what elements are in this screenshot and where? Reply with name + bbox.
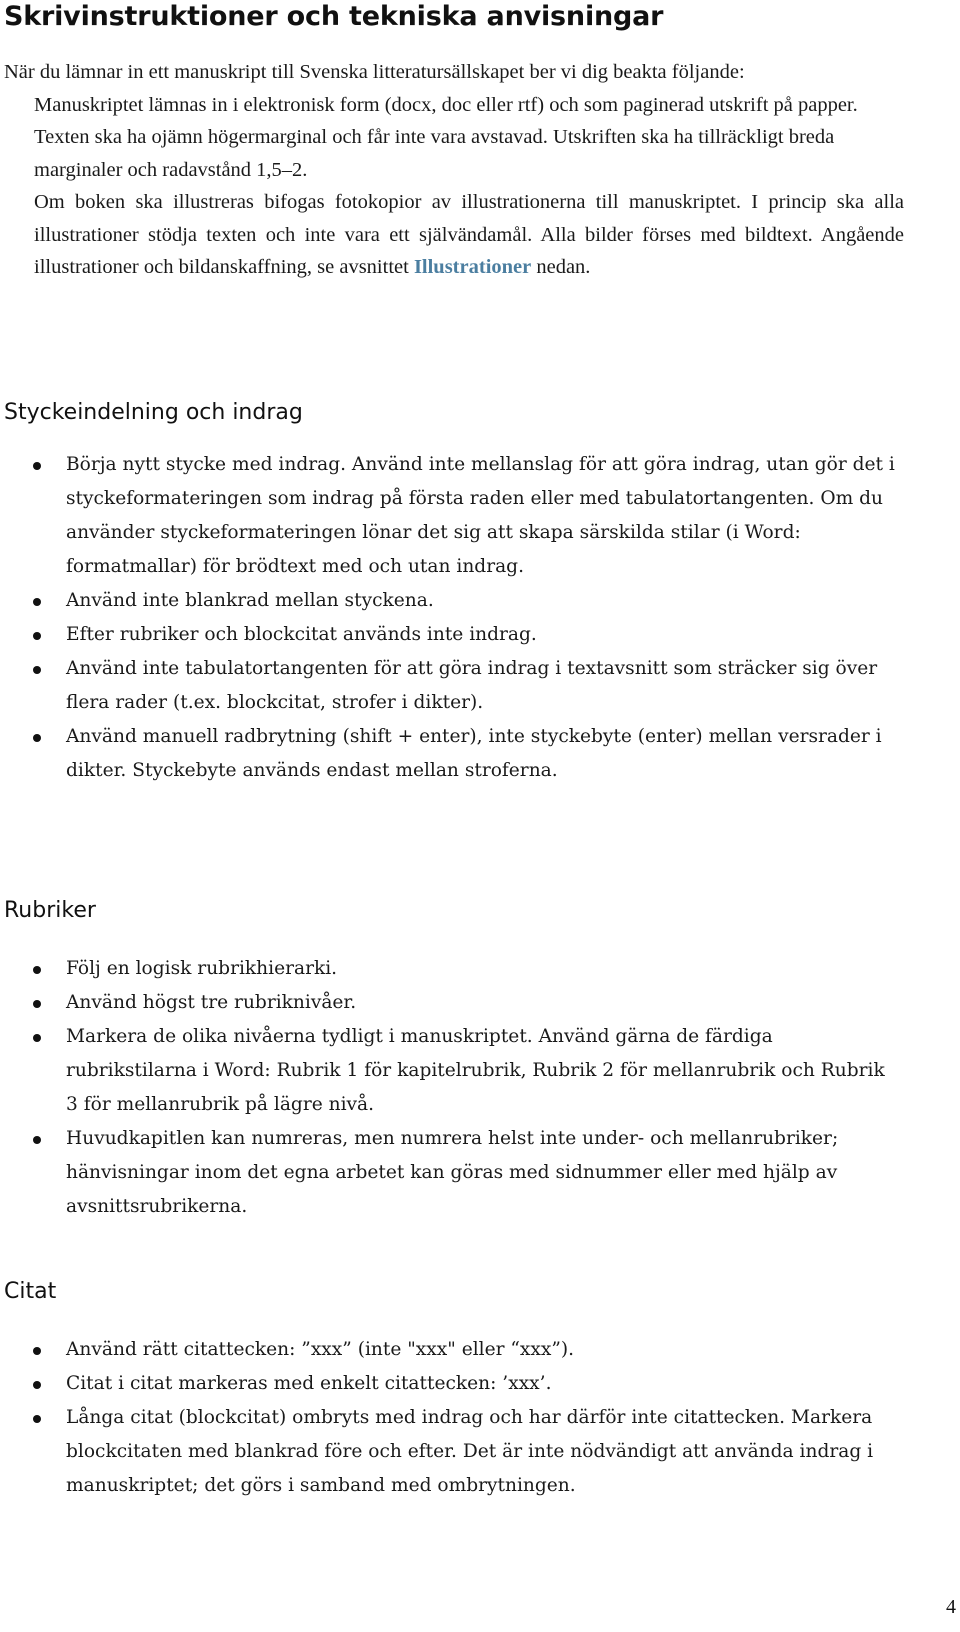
bullet-icon (33, 1347, 41, 1355)
section-heading-styckeindelning: Styckeindelning och indrag (4, 400, 303, 425)
bullet-icon (33, 1000, 41, 1008)
bullet-icon (33, 1381, 41, 1389)
list-item (0, 618, 900, 652)
list-item-text: Följ en logisk rubrikhierarki. (66, 958, 338, 979)
list-item (0, 952, 900, 986)
list-item-text: Långa citat (blockcitat) ombryts med indrag och har därför inte citattecken. Markera blockcitaten med blankrad före och efter. Det är inte nödvändigt att använda indrag i manuskriptet; det görs i samband med ombrytningen. (66, 1407, 874, 1496)
list-item (0, 720, 900, 788)
list-item-text: Använd manuell radbrytning (shift + enter), inte styckebyte (enter) mellan versrader i dikter. Styckebyte används endast mellan stroferna. (66, 726, 882, 781)
bullet-list-styckeindelning (0, 448, 900, 788)
intro-paragraph-text: Om boken ska illustreras bifogas fotokopior av illustrationerna till manuskriptet. I princip ska alla illustrationer stödja texten och inte vara ett självändamål. Alla bilder förses med bildtext. Angående illustrationer och bildanskaffning, se avsnittet (34, 191, 904, 278)
intro-line: När du lämnar in ett manuskript till Svenska litteratursällskapet ber vi dig beakta följande: (4, 61, 745, 83)
list-item-text: Använd inte tabulatortangenten för att göra indrag i textavsnitt som sträcker sig över flera rader (t.ex. blockcitat, strofer i dikter). (66, 658, 878, 713)
section-heading-citat: Citat (4, 1279, 57, 1304)
bullet-icon (33, 632, 41, 640)
bullet-icon (33, 462, 41, 470)
list-item-text: Använd rätt citattecken: ”xxx” (inte "xxx" eller “xxx”). (66, 1339, 575, 1360)
list-item (0, 448, 900, 584)
bullet-icon (33, 734, 41, 742)
list-item (0, 1367, 900, 1401)
list-item (0, 1020, 900, 1122)
list-item-text: Börja nytt stycke med indrag. Använd inte mellanslag för att göra indrag, utan gör det i styckeformateringen som indrag på första raden eller med tabulatortangenten. Om du använder styckeformateringen lönar det sig att skapa särskilda stilar (i Word: formatmallar) för brödtext med och utan indrag. (66, 454, 895, 577)
bullet-icon (33, 598, 41, 606)
bullet-icon (33, 966, 41, 974)
list-item-text: Efter rubriker och blockcitat används inte indrag. (66, 624, 537, 645)
illustrations-link[interactable]: Illustrationer (413, 256, 532, 278)
bullet-list-rubriker (0, 952, 900, 1224)
list-item-text: Markera de olika nivåerna tydligt i manuskriptet. Använd gärna de färdiga rubrikstilarna i Word: Rubrik 1 för kapitelrubrik, Rubrik 2 för mellanrubrik och Rubrik 3 för mellanrubrik på lägre nivå. (66, 1026, 885, 1115)
list-item (0, 584, 900, 618)
list-item-text: Använd högst tre rubriknivåer. (66, 992, 357, 1013)
list-item (0, 1122, 900, 1224)
list-item-text: Citat i citat markeras med enkelt citattecken: ’xxx’. (66, 1373, 552, 1394)
list-item-text: Använd inte blankrad mellan styckena. (66, 590, 434, 611)
bullet-icon (33, 666, 41, 674)
bullet-icon (33, 1136, 41, 1144)
list-item (0, 652, 900, 720)
list-item-text: Huvudkapitlen kan numreras, men numrera helst inte under- och mellanrubriker; hänvisningar inom det egna arbetet kan göras med sidnummer eller med hjälp av avsnittsrubrikerna. (66, 1128, 839, 1217)
section-heading-rubriker: Rubriker (4, 898, 96, 923)
bullet-icon (33, 1415, 41, 1423)
intro-paragraph-format: Manuskriptet lämnas in i elektronisk form (docx, doc eller rtf) och som paginerad utskrift på papper. Texten ska ha ojämn högermarginal och får inte vara avstavad. Utskriften ska ha tillräckligt breda marginaler och radavstånd 1,5–2. (34, 93, 858, 181)
list-item (0, 1333, 900, 1367)
intro-paragraph-end: nedan. (531, 256, 591, 278)
list-item (0, 1401, 900, 1503)
intro-paragraph-illustrations (4, 186, 904, 284)
list-item (0, 986, 900, 1020)
bullet-list-citat (0, 1333, 900, 1503)
page-title: Skrivinstruktioner och tekniska anvisningar (4, 1, 664, 32)
bullet-icon (33, 1034, 41, 1042)
intro-text (4, 56, 904, 284)
page-number: 4 (946, 1596, 956, 1618)
